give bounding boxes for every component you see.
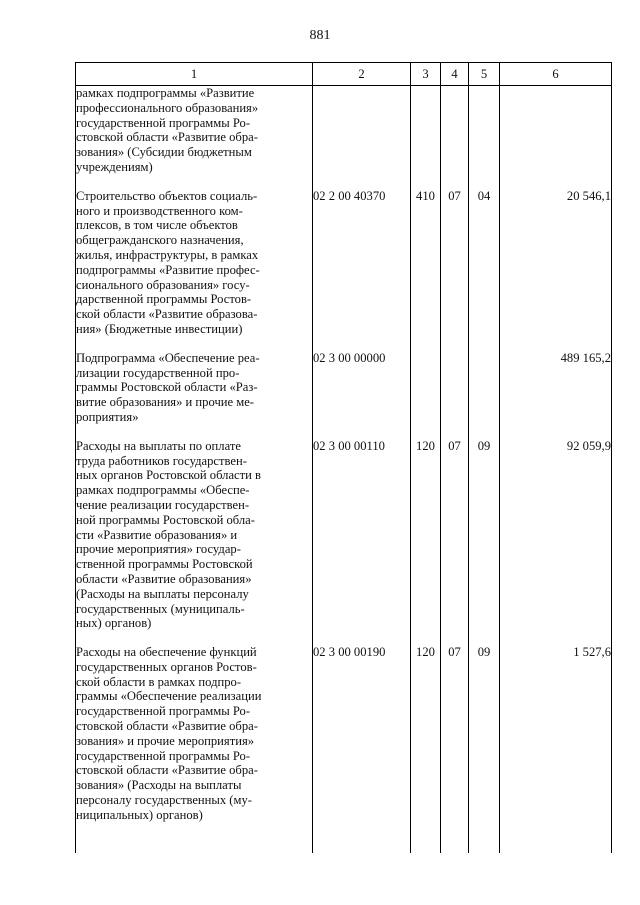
row-subsection: 09: [469, 439, 500, 645]
row-section: [441, 351, 469, 439]
budget-table: [75, 62, 612, 853]
desc-line: рамках подпрограммы «Развитие: [76, 86, 255, 100]
row-subsection: 04: [469, 189, 500, 351]
header-col-4: 4: [441, 63, 469, 86]
desc-line: государственной программы Ро-: [76, 704, 251, 719]
desc-line: рамках подпрограммы «Обеспе-: [76, 483, 250, 498]
row-target-code: 02 3 00 00110: [313, 439, 411, 645]
desc-line: (Расходы на выплаты персоналу: [76, 586, 249, 601]
header-col-5: 5: [469, 63, 500, 86]
desc-line: стовской области «Развитие обра-: [76, 130, 258, 145]
row-section: 07: [441, 189, 469, 351]
desc-line: Подпрограмма «Обеспечение реа-: [76, 350, 260, 365]
row-expense-type: [411, 351, 441, 439]
row-target-code: 02 2 00 40370: [313, 189, 411, 351]
row-target-code: 02 3 00 00190: [313, 645, 411, 853]
desc-line: ственной программы Ростовской: [76, 557, 253, 572]
row-description: [76, 86, 313, 189]
row-target-code: 02 3 00 00000: [313, 351, 411, 439]
desc-line: государственных органов Ростов-: [76, 659, 257, 674]
row-expense-type: 410: [411, 189, 441, 351]
desc-line: чение реализации государствен-: [76, 497, 250, 512]
desc-line: зования» (Расходы на выплаты: [76, 778, 242, 793]
desc-line: плексов, в том числе объектов: [76, 218, 238, 233]
desc-line: ных) органов): [76, 616, 152, 631]
desc-line: ных органов Ростовской области в: [76, 468, 261, 483]
desc-line: стовской области «Развитие обра-: [76, 719, 258, 734]
table-row: [76, 86, 612, 189]
row-description: [76, 439, 313, 645]
page-number: 881: [309, 28, 331, 43]
desc-line: государственных (муниципаль-: [76, 601, 245, 616]
row-subsection: 09: [469, 645, 500, 853]
row-description: [76, 645, 313, 853]
desc-line: зования» и прочие мероприятия»: [76, 733, 255, 748]
row-expense-type: 120: [411, 645, 441, 853]
desc-line: жилья, инфраструктуры, в рамках: [76, 247, 259, 262]
header-col-2: 2: [313, 63, 411, 86]
desc-line: лизации государственной про-: [76, 365, 240, 380]
desc-line: витие образования» и прочие ме-: [76, 395, 255, 410]
desc-line: ской области «Развитие образова-: [76, 307, 258, 322]
row-target-code: [313, 86, 411, 189]
row-amount: 489 165,2: [500, 351, 612, 439]
desc-line: области «Развитие образования»: [76, 571, 252, 586]
row-amount: 92 059,9: [500, 439, 612, 645]
row-amount: 1 527,6: [500, 645, 612, 853]
row-section: 07: [441, 645, 469, 853]
desc-line: учреждениям): [76, 159, 153, 174]
row-description: [76, 189, 313, 351]
row-description: [76, 351, 313, 439]
desc-line: дарственной программы Ростов-: [76, 292, 252, 307]
header-row: [76, 63, 612, 86]
row-amount: [500, 86, 612, 189]
desc-line: ниципальных) органов): [76, 807, 203, 822]
row-expense-type: [411, 86, 441, 189]
header-col-3: 3: [411, 63, 441, 86]
row-section: 07: [441, 439, 469, 645]
desc-line: роприятия»: [76, 409, 139, 424]
table-row: [76, 645, 612, 853]
desc-line: государственной программы Ро-: [76, 748, 251, 763]
row-amount: 20 546,1: [500, 189, 612, 351]
row-section: [441, 86, 469, 189]
desc-line: граммы «Обеспечение реализации: [76, 689, 262, 704]
desc-line: Строительство объектов социаль-: [76, 188, 258, 203]
table-row: [76, 351, 612, 439]
desc-line: сионального образования» госу-: [76, 277, 250, 292]
desc-line: профессионального образования»: [76, 100, 259, 115]
desc-line: стовской области «Развитие обра-: [76, 763, 258, 778]
header-col-6: 6: [500, 63, 612, 86]
table-row: [76, 189, 612, 351]
desc-line: ного и производственного ком-: [76, 203, 243, 218]
desc-line: труда работников государствен-: [76, 453, 247, 468]
desc-line: ной программы Ростовской обла-: [76, 512, 255, 527]
row-subsection: [469, 86, 500, 189]
desc-line: прочие мероприятия» государ-: [76, 542, 241, 557]
row-subsection: [469, 351, 500, 439]
desc-line: государственной программы Ро-: [76, 115, 251, 130]
desc-line: сти «Развитие образования» и: [76, 527, 238, 542]
desc-line: общегражданского назначения,: [76, 233, 244, 248]
table-row: [76, 439, 612, 645]
desc-line: Расходы на выплаты по оплате: [76, 438, 241, 453]
desc-line: ния» (Бюджетные инвестиции): [76, 321, 243, 336]
desc-line: зования» (Субсидии бюджетным: [76, 145, 252, 160]
header-col-1: 1: [76, 63, 313, 86]
desc-line: ской области в рамках подпро-: [76, 674, 242, 689]
desc-line: персоналу государственных (му-: [76, 793, 252, 808]
desc-line: подпрограммы «Развитие профес-: [76, 262, 260, 277]
row-expense-type: 120: [411, 439, 441, 645]
desc-line: Расходы на обеспечение функций: [76, 645, 257, 660]
desc-line: граммы Ростовской области «Раз-: [76, 380, 258, 395]
